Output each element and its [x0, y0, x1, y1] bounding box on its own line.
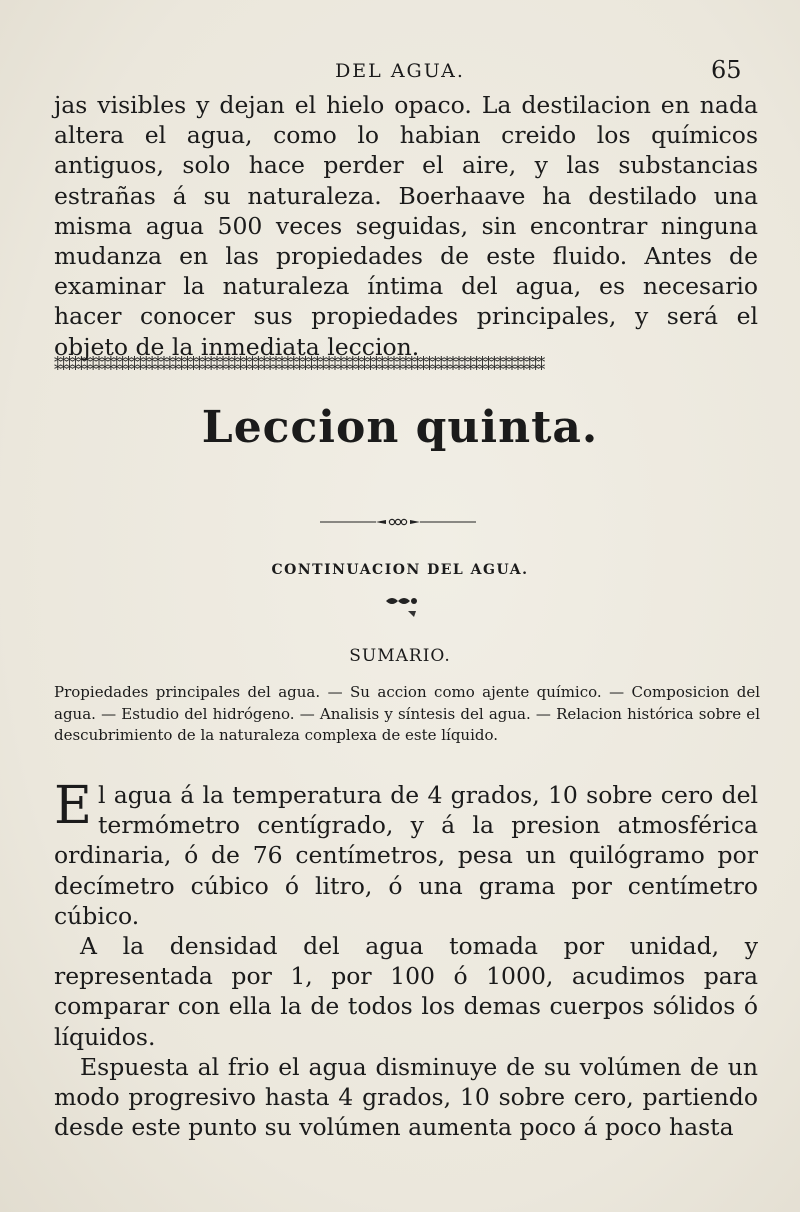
paragraph-text: jas visibles y dejan el hielo opaco. La destilacion en nada altera el agua, como lo habian creido los químicos antiguos, solo hace perder el aire, y las substancias estrañas á su naturaleza. Boerhaave ha destilado una misma agua 500 veces seguidas, sin encontrar ninguna mudanza en las propiedades de este fluido. Antes de examinar la naturaleza íntima del agua, es necesario hacer conocer sus propiedades principales, y será el objeto de la inmediata leccion.: [54, 91, 758, 361]
page-number: 65: [711, 56, 742, 84]
paragraph-continuation: [54, 90, 758, 362]
summary-text: Propiedades principales del agua. — Su accion como ajente químico. — Composicion del agua. — Estudio del hidrógeno. — Analisis y síntesis del agua. — Relacion histórica sobre el descubrimiento de la naturaleza complexa de este líquido.: [54, 683, 760, 744]
paragraph-main: [54, 776, 758, 1142]
fleuron-icon: [384, 593, 420, 619]
paragraph-third: Espuesta al frio el agua disminuye de su volúmen de un modo progresivo hasta 4 grados, 10 sobre cero, partiendo desde este punto su volúmen aumenta poco á poco hasta: [54, 1052, 758, 1142]
running-title: DEL AGUA.: [335, 60, 465, 82]
running-head: [0, 56, 800, 86]
summary-heading: SUMARIO.: [349, 646, 451, 666]
paragraph-second: A la densidad del agua tomada por unidad, y representada por 1, por 100 ó 1000, acudimos para comparar con ella la de todos los demas cuerpos sólidos ó líquidos.: [54, 932, 758, 1051]
section-heading: CONTINUACION DEL AGUA.: [271, 562, 529, 578]
divider-ornament-icon: [320, 516, 476, 528]
ornamental-rule: ⁑⁑⁑⁑⁑⁑⁑⁑⁑⁑⁑⁑⁑⁑⁑⁑⁑⁑⁑⁑⁑⁑⁑⁑⁑⁑⁑⁑⁑⁑⁑⁑⁑⁑⁑⁑⁑⁑⁑⁑⁑⁑⁑⁑⁑⁑⁑⁑⁑⁑⁑⁑⁑⁑⁑⁑⁑⁑⁑⁑⁑⁑⁑⁑⁑⁑⁑⁑⁑⁑⁑⁑⁑⁑⁑⁑⁑⁑⁑⁑⁑⁑⁑: [54, 356, 544, 374]
drop-cap: E: [54, 776, 92, 836]
paragraph-first: [54, 776, 758, 931]
paragraph-first-text: l agua á la temperatura de 4 grados, 10 sobre cero del termómetro centígrado, y á la presion atmosférica ordinaria, ó de 76 centímetros, pesa un quilógramo por decímetro cúbico ó litro, ó una grama por centímetro cúbico.: [54, 781, 758, 930]
lesson-title: Leccion quinta.: [201, 402, 599, 453]
